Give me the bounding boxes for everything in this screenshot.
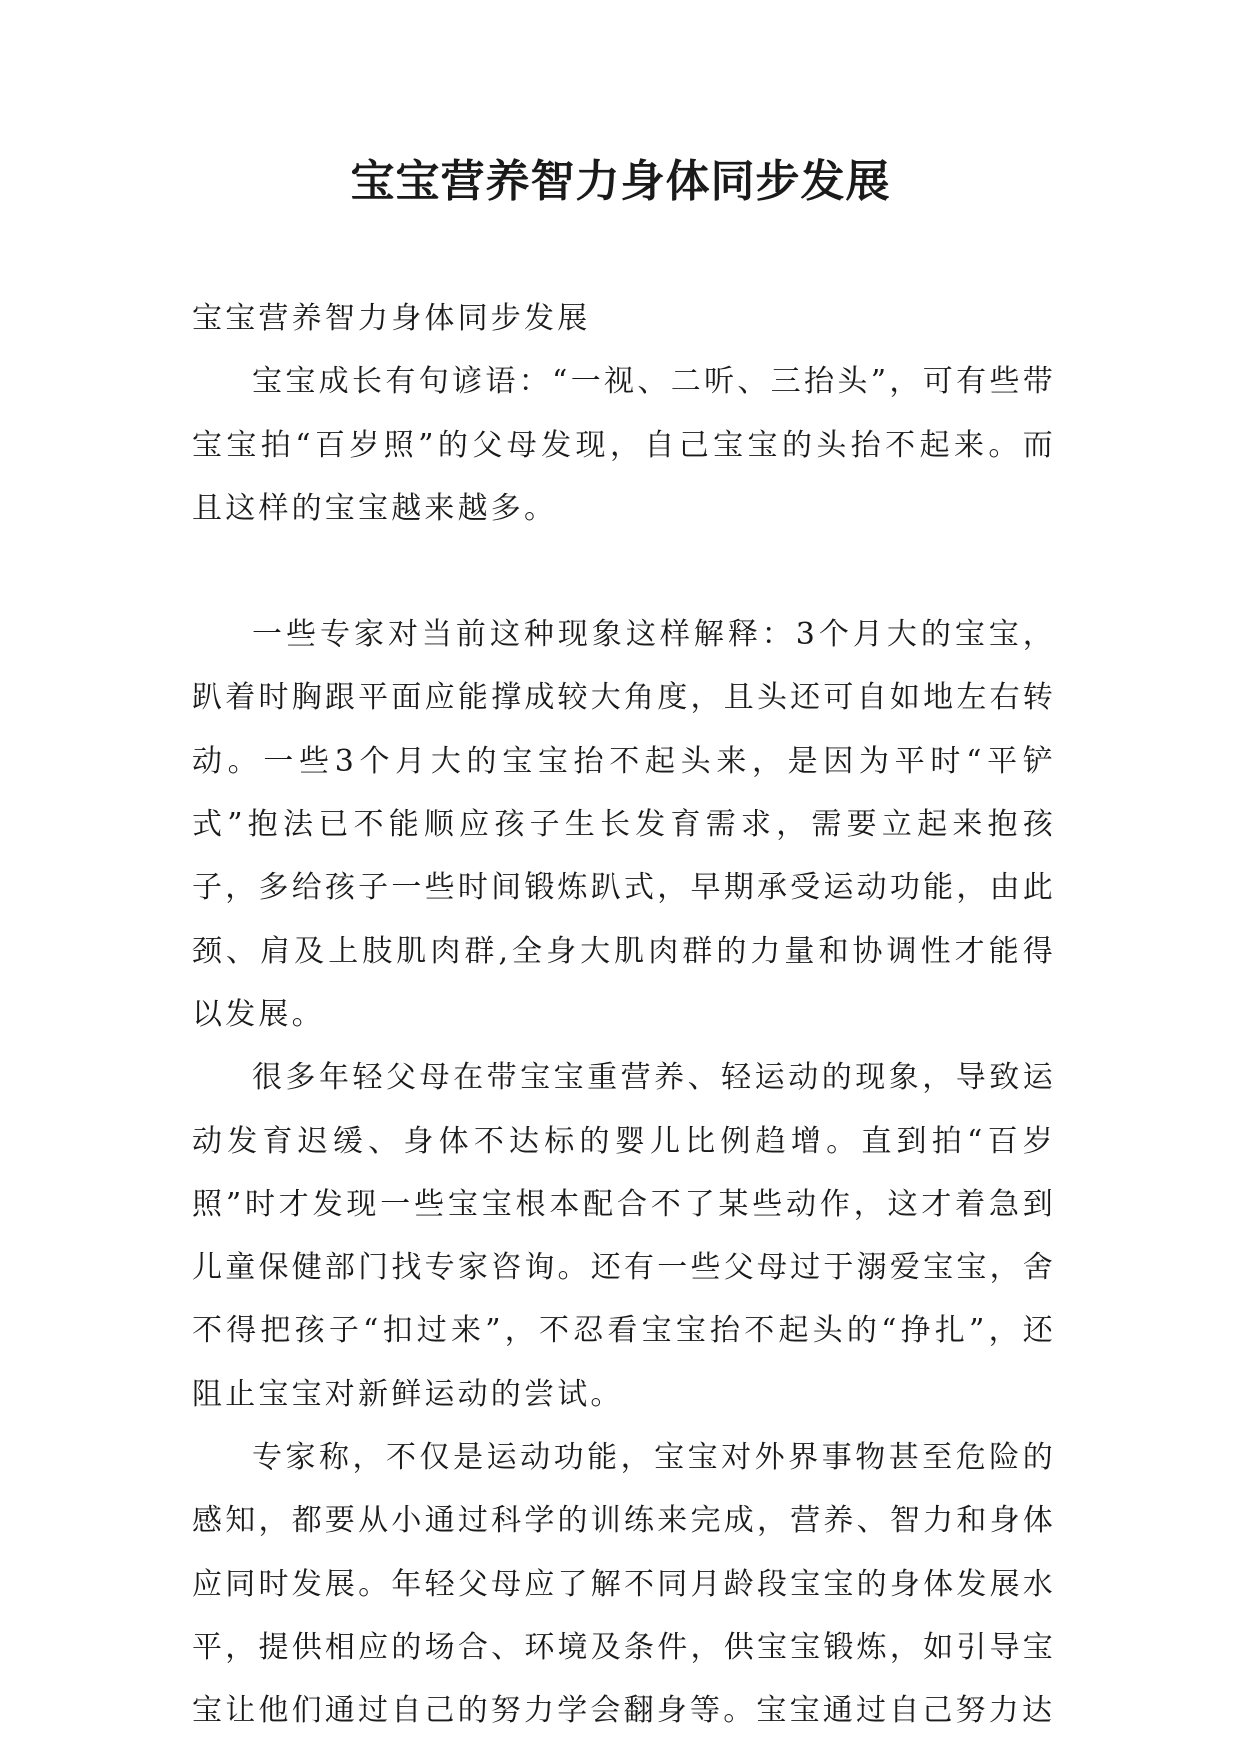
paragraph: 一些专家对当前这种现象这样解释：3个月大的宝宝，趴着时胸跟平面应能撑成较大角度，且头还可自如地左右转动。一些3个月大的宝宝抬不起头来，是因为平时“平铲式”抱法已不能顺应孩子生长发育需求，需要立起来抱孩子，多给孩子一些时间锻炼趴式，早期承受运动功能，由此颈、肩及上肢肌肉群,全身大肌肉群的力量和协调性才能得以发展。 <box>192 617 1056 1032</box>
paragraph: 宝宝成长有句谚语：“一视、二听、三抬头”，可有些带宝宝拍“百岁照”的父母发现，自己宝宝的头抬不起来。而且这样的宝宝越来越多。 <box>192 364 1056 526</box>
paragraph: 专家称，不仅是运动功能，宝宝对外界事物甚至危险的感知，都要从小通过科学的训练来完成，营养、智力和身体应同时发展。年轻父母应了解不同月龄段宝宝的身体发展水平，提供相应的场合、环境及条件，供宝宝锻炼，如引导宝宝让他们通过自己的努力学会翻身等。宝宝通过自己努力达 <box>192 1440 1056 1729</box>
paragraph: 很多年轻父母在带宝宝重营养、轻运动的现象，导致运动发育迟缓、身体不达标的婴儿比例趋增。直到拍“百岁照”时才发现一些宝宝根本配合不了某些动作，这才着急到儿童保健部门找专家咨询。还有一些父母过于溺爱宝宝，舍不得把孩子“扣过来”，不忍看宝宝抬不起头的“挣扎”，还阻止宝宝对新鲜运动的尝试。 <box>192 1060 1056 1412</box>
document-body <box>192 287 1056 1743</box>
document-title: 宝宝营养智力身体同步发展 <box>350 156 891 207</box>
document-subtitle: 宝宝营养智力身体同步发展 <box>192 301 591 336</box>
